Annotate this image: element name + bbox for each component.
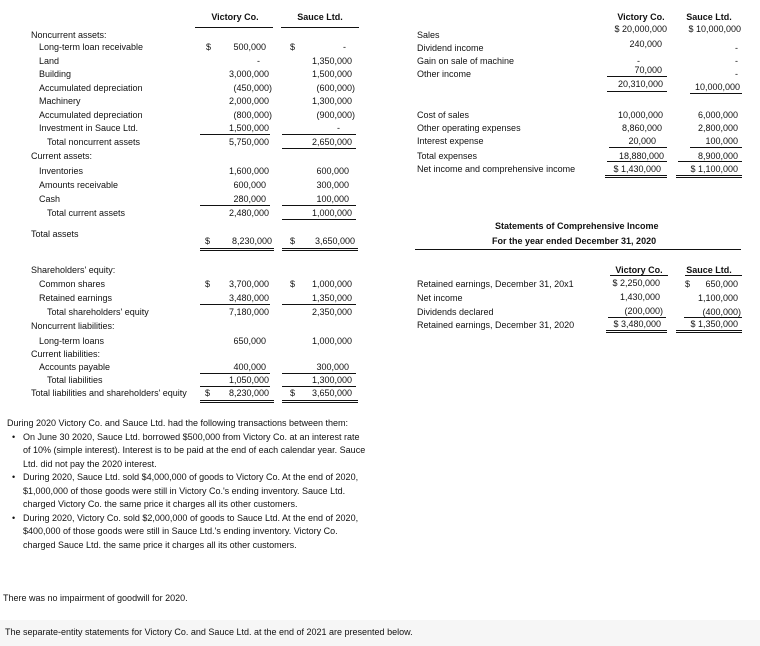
dollar-sign: $ <box>290 279 296 289</box>
transactions-intro: During 2020 Victory Co. and Sauce Ltd. had the following transactions between them: <box>7 418 349 428</box>
bs-row-label: Inventories <box>39 166 84 176</box>
ci-row-label: Dividends declared <box>417 307 494 317</box>
ci-row-label: Retained earnings, December 31, 20x1 <box>417 279 574 289</box>
bs-value-victory: 1,050,000 <box>228 375 269 385</box>
subtotal-rule <box>690 147 742 148</box>
bs-row-label: Accounts payable <box>39 362 111 372</box>
bs-value-victory: 1,600,000 <box>228 166 269 176</box>
bs-header-sauce: Sauce Ltd. <box>297 12 343 22</box>
is-value-victory: 20,000 <box>628 136 656 146</box>
subtotal-rule <box>282 304 356 305</box>
bs-value-sauce: 100,000 <box>316 194 349 204</box>
dollar-sign: $ <box>205 388 211 398</box>
is-value-sauce: - <box>735 56 738 66</box>
is-row-label: Sales <box>417 30 440 40</box>
bs-row-label: Total liabilities <box>47 375 103 385</box>
is-row-label: Other income <box>417 69 472 79</box>
total-double-rule <box>606 330 667 333</box>
ci-row-label: Net income <box>417 293 463 303</box>
total-assets-label: Total assets <box>31 229 79 239</box>
is-value-sauce: $ 1,100,000 <box>690 164 738 174</box>
ci-value-victory: $ 2,250,000 <box>612 278 660 288</box>
bs-row-label: Total current assets <box>47 208 126 218</box>
bs-row-label: Machinery <box>39 96 81 106</box>
bs-value-sauce: 600,000 <box>316 166 349 176</box>
goodwill-note: There was no impairment of goodwill for 2020. <box>3 593 188 603</box>
ci-header-sauce: Sauce Ltd. <box>686 265 732 275</box>
subtotal-rule <box>282 219 356 220</box>
is-value-victory: $ 1,430,000 <box>613 164 661 174</box>
bs-row-label: Cash <box>39 194 61 204</box>
is-value-sauce: 2,800,000 <box>697 123 738 133</box>
ci-value-sauce: $ 1,350,000 <box>690 319 738 329</box>
subtotal-rule <box>609 147 667 148</box>
bs-row-label: Investment in Sauce Ltd. <box>39 123 139 133</box>
is-row-label: Other operating expenses <box>417 123 521 133</box>
ci-value-victory: $ 3,480,000 <box>613 319 661 329</box>
bs-row-label: Common shares <box>39 279 106 289</box>
subtotal-rule <box>200 134 270 135</box>
bs-value-victory: 600,000 <box>233 180 266 190</box>
bs-row-label: Land <box>39 56 60 66</box>
dollar-sign: $ <box>290 236 296 246</box>
subtotal-rule <box>607 161 667 162</box>
bs-value-victory: 2,000,000 <box>228 96 269 106</box>
is-value-victory: 10,000,000 <box>617 110 663 120</box>
ci-header-rule <box>685 275 742 276</box>
bs-value-sauce: 1,500,000 <box>311 69 352 79</box>
ci-header-rule <box>610 275 668 276</box>
bs-row-label: Long-term loan receivable <box>39 42 144 52</box>
ci-value-victory: 1,430,000 <box>619 292 660 302</box>
bs-value-sauce: 1,300,000 <box>311 375 352 385</box>
bs-value-sauce: 2,650,000 <box>311 137 352 147</box>
dollar-sign: $ <box>685 279 691 289</box>
current-assets-heading: Current assets: <box>31 151 93 161</box>
ci-header-victory: Victory Co. <box>615 265 663 275</box>
is-row-label: Cost of sales <box>417 110 470 120</box>
total-double-rule <box>676 330 742 333</box>
ci-title-rule <box>415 249 741 250</box>
transaction-item: • During 2020, Sauce Ltd. sold $4,000,000 of goods to Victory Co. At the end of 2020, $1,000,000 of those goods were still in Victory Co.'s ending inventory. Sauce Ltd. charged Victory Co. the same price it charges all its other customers. <box>7 471 367 512</box>
transactions-notes <box>7 417 367 552</box>
bs-value-sauce: 3,650,000 <box>314 236 355 246</box>
is-value-sauce: $ 10,000,000 <box>688 24 741 34</box>
is-header-victory: Victory Co. <box>617 12 665 22</box>
bs-row-label: Building <box>39 69 72 79</box>
bs-row-label: Long-term loans <box>39 336 105 346</box>
total-double-rule <box>676 175 742 178</box>
subtotal-rule <box>690 93 742 94</box>
bs-value-victory: (800,000) <box>233 110 272 120</box>
total-double-rule <box>605 175 667 178</box>
is-value-sauce: - <box>735 69 738 79</box>
noncurrent-liabilities-heading: Noncurrent liabilities: <box>31 321 115 331</box>
is-value-sauce: 8,900,000 <box>697 151 738 161</box>
bs-value-sauce: 1,000,000 <box>311 208 352 218</box>
is-total-revenue-victory: 20,310,000 <box>617 79 663 89</box>
subtotal-rule <box>678 161 742 162</box>
dollar-sign: $ <box>205 236 211 246</box>
subtotal-rule <box>608 317 666 318</box>
bs-value-sauce: 3,650,000 <box>311 388 352 398</box>
dollar-sign: $ <box>205 279 211 289</box>
bs-value-victory: - <box>257 56 260 66</box>
bs-row-label: Accumulated depreciation <box>39 83 143 93</box>
bs-row-label: Total shareholders' equity <box>47 307 149 317</box>
bs-value-sauce: 300,000 <box>316 180 349 190</box>
bs-value-victory: 8,230,000 <box>231 236 272 246</box>
is-row-label: Gain on sale of machine <box>417 56 515 66</box>
is-value-sauce: 6,000,000 <box>697 110 738 120</box>
is-value-victory: 240,000 <box>629 39 662 49</box>
ci-subtitle: For the year ended December 31, 2020 <box>492 236 657 246</box>
bs-row-label: Amounts receivable <box>39 180 119 190</box>
bs-value-sauce: 1,300,000 <box>311 96 352 106</box>
ci-row-label: Retained earnings, December 31, 2020 <box>417 320 575 330</box>
subtotal-rule <box>282 148 356 149</box>
equity-heading: Shareholders' equity: <box>31 265 116 275</box>
bs-value-victory: (450,000) <box>233 83 272 93</box>
bs-value-victory: 7,180,000 <box>228 307 269 317</box>
subtotal-rule <box>684 317 742 318</box>
bs-value-victory: 3,480,000 <box>228 293 269 303</box>
subtotal-rule <box>200 304 270 305</box>
bs-header-victory: Victory Co. <box>211 12 259 22</box>
subtotal-rule <box>607 91 667 92</box>
bs-value-sauce: 1,350,000 <box>311 56 352 66</box>
is-row-label: Dividend income <box>417 43 484 53</box>
bs-header-rule-sauce <box>281 27 359 28</box>
bs-value-victory: 500,000 <box>233 42 266 52</box>
bs-header-rule-victory <box>195 27 273 28</box>
bs-value-sauce: 300,000 <box>316 362 349 372</box>
dollar-sign: $ <box>290 42 296 52</box>
ci-value-sauce: 650,000 <box>705 279 738 289</box>
subtotal-rule <box>200 386 270 387</box>
is-value-victory: $ 20,000,000 <box>614 24 667 34</box>
bs-value-victory: 5,750,000 <box>228 137 269 147</box>
subtotal-rule <box>282 205 356 206</box>
bs-row-label: Total noncurrent assets <box>47 137 141 147</box>
subtotal-rule <box>200 205 270 206</box>
is-total-revenue-sauce: 10,000,000 <box>694 82 740 92</box>
bs-value-victory: 3,000,000 <box>228 69 269 79</box>
bs-value-victory: 8,230,000 <box>228 388 269 398</box>
subtotal-rule <box>282 134 356 135</box>
footer-note: The separate-entity statements for Victory Co. and Sauce Ltd. at the end of 2021 are presented below. <box>5 627 413 637</box>
total-double-rule <box>200 400 274 403</box>
bs-value-victory: 400,000 <box>233 362 266 372</box>
bs-value-sauce: - <box>337 123 340 133</box>
bs-value-victory: 650,000 <box>233 336 266 346</box>
bs-value-victory: 280,000 <box>233 194 266 204</box>
subtotal-rule <box>282 373 356 374</box>
is-value-sauce: 100,000 <box>705 136 738 146</box>
bs-value-sauce: 1,000,000 <box>311 279 352 289</box>
bs-value-sauce: 2,350,000 <box>311 307 352 317</box>
bs-row-label: Accumulated depreciation <box>39 110 143 120</box>
total-double-rule <box>282 400 358 403</box>
transaction-item: • On June 30 2020, Sauce Ltd. borrowed $500,000 from Victory Co. at an interest rate of 10% (simple interest). Interest is to be paid at the end of each calendar year. Sauce Ltd. did not pay the 2020 interest. <box>7 431 367 472</box>
ci-title: Statements of Comprehensive Income <box>495 221 659 231</box>
is-row-label: Total expenses <box>417 151 478 161</box>
bs-value-sauce: 1,000,000 <box>311 336 352 346</box>
dollar-sign: $ <box>290 388 296 398</box>
is-value-sauce: - <box>735 43 738 53</box>
is-header-sauce: Sauce Ltd. <box>686 12 732 22</box>
bs-value-sauce: - <box>343 42 346 52</box>
is-value-victory: 8,860,000 <box>621 123 662 133</box>
current-liabilities-heading: Current liabilities: <box>31 349 101 359</box>
bs-row-label: Retained earnings <box>39 293 113 303</box>
bs-value-sauce: (600,000) <box>316 83 355 93</box>
bs-value-victory: 1,500,000 <box>228 123 269 133</box>
transactions-list <box>7 431 367 553</box>
ci-value-sauce: (400,000) <box>702 307 741 317</box>
is-value-victory: 70,000 <box>634 65 662 75</box>
total-double-rule <box>200 248 274 251</box>
bs-value-sauce: (900,000) <box>316 110 355 120</box>
subtotal-rule <box>200 373 270 374</box>
bs-value-victory: 2,480,000 <box>228 208 269 218</box>
bs-value-victory: 3,700,000 <box>228 279 269 289</box>
noncurrent-assets-heading: Noncurrent assets: <box>31 30 107 40</box>
bs-value-sauce: 1,350,000 <box>311 293 352 303</box>
is-value-victory: - <box>637 56 640 66</box>
ci-value-sauce: 1,100,000 <box>697 293 738 303</box>
is-row-label: Interest expense <box>417 136 484 146</box>
transaction-item: • During 2020, Victory Co. sold $2,000,000 of goods to Sauce Ltd. At the end of 2020, $400,000 of those goods were still in Sauce Ltd.'s ending inventory. Victory Co. charged Sauce Ltd. the same price it charges all its other customers. <box>7 512 367 553</box>
total-double-rule <box>282 248 358 251</box>
subtotal-rule <box>607 76 667 77</box>
subtotal-rule <box>282 386 356 387</box>
dollar-sign: $ <box>206 42 212 52</box>
ci-value-victory: (200,000) <box>624 306 663 316</box>
is-value-victory: 18,880,000 <box>618 151 664 161</box>
total-liabilities-equity-label: Total liabilities and shareholders' equity <box>31 388 187 398</box>
is-row-label: Net income and comprehensive income <box>417 164 576 174</box>
